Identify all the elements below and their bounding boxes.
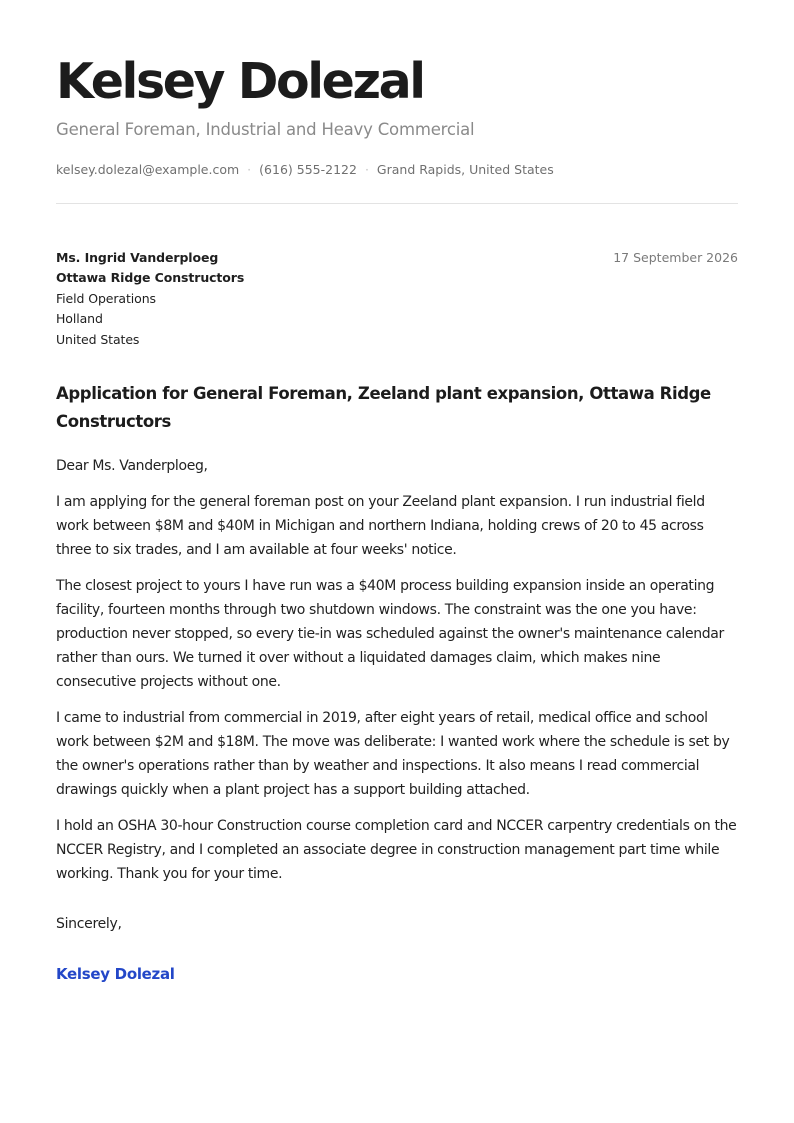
- contact-location: Grand Rapids, United States: [376, 162, 554, 177]
- recipient-department: Field Operations: [56, 290, 156, 306]
- contact-email[interactable]: kelsey.dolezal@example.com: [56, 162, 240, 177]
- header-divider: [56, 203, 738, 204]
- letter-date: 17 September 2026: [613, 250, 738, 265]
- body-paragraph: I hold an OSHA 30-hour Construction course completion card and NCCER carpentry credentials on the NCCER Registry, and I completed an associate degree in construction management part time while working. Thank you for your time.: [56, 818, 737, 882]
- recipient-block: [56, 248, 244, 350]
- contact-separator: ·: [364, 162, 369, 177]
- letter-subject: Application for General Foreman, Zeeland plant expansion, Ottawa Ridge Constructors: [56, 384, 711, 431]
- applicant-title: General Foreman, Industrial and Heavy Commercial: [56, 120, 475, 139]
- body-paragraph: The closest project to yours I have run was a $40M process building expansion inside an operating facility, fourteen months through two shutdown windows. The constraint was the one you have: production never stopped, so every tie-in was scheduled against the owner's maintenance calendar rather than ours. We turned it over without a liquidated damages claim, which makes nine consecutive projects without one.: [56, 578, 724, 690]
- recipient-company: Ottawa Ridge Constructors: [56, 270, 245, 286]
- applicant-name: Kelsey Dolezal: [56, 53, 424, 110]
- contact-separator: ·: [247, 162, 252, 177]
- recipient-city: Holland: [56, 311, 103, 327]
- recipient-name: Ms. Ingrid Vanderploeg: [56, 250, 219, 265]
- letter-body: [56, 454, 738, 898]
- contact-phone[interactable]: (616) 555-2122: [259, 162, 357, 177]
- body-paragraph: I came to industrial from commercial in 2019, after eight years of retail, medical office and school work between $2M and $18M. The move was deliberate: I wanted work where the schedule is set by the owner's operations rather than by weather and inspections. It also means I read commercial drawings quickly when a plant project has a support building attached.: [56, 710, 730, 798]
- body-paragraph: I am applying for the general foreman post on your Zeeland plant expansion. I run industrial field work between $8M and $40M in Michigan and northern Indiana, holding crews of 20 to 45 across three to six trades, and I am available at four weeks' notice.: [56, 494, 705, 558]
- salutation: Dear Ms. Vanderploeg,: [56, 458, 208, 474]
- contact-line: [56, 161, 554, 179]
- closing: Sincerely,: [56, 916, 122, 932]
- signature-name: Kelsey Dolezal: [56, 965, 175, 983]
- recipient-country: United States: [56, 331, 140, 347]
